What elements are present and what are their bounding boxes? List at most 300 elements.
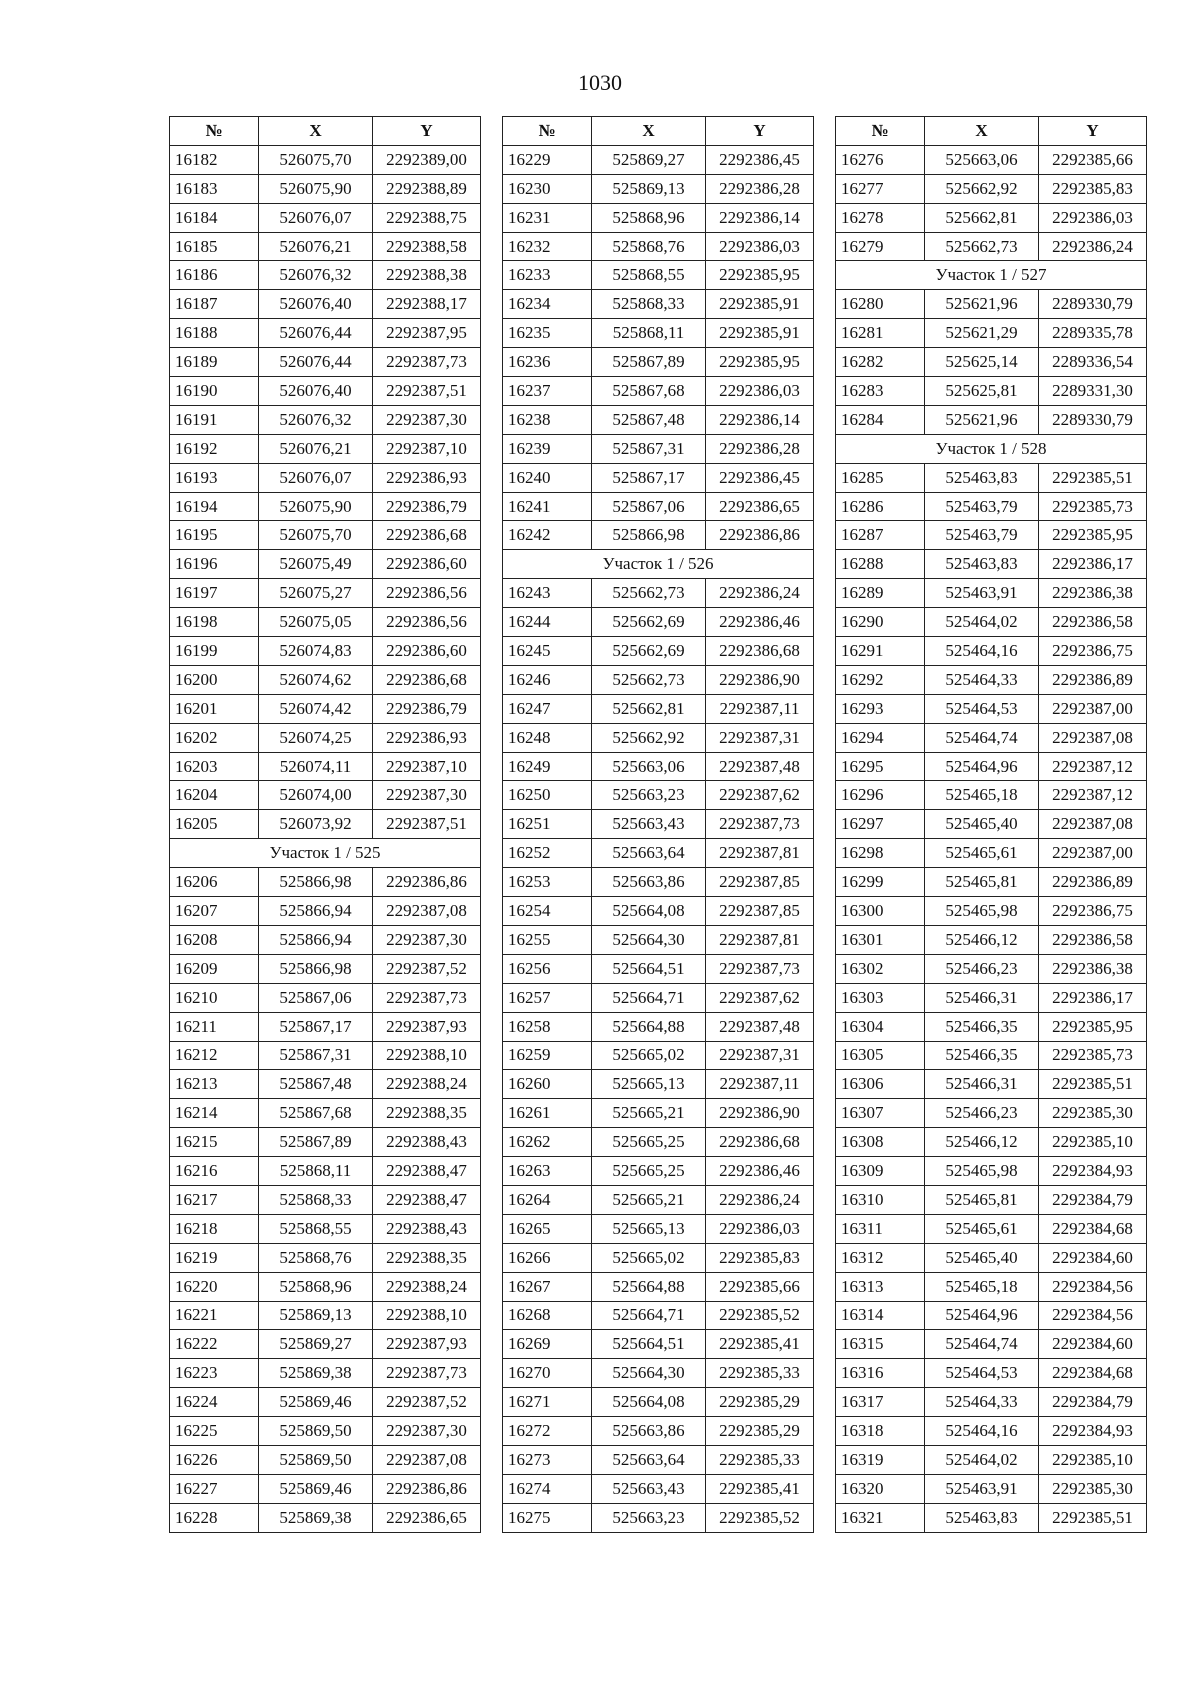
table-row	[170, 261, 481, 290]
point-number-cell: 16321	[836, 1503, 925, 1532]
x-coordinate-cell: 526076,21	[259, 232, 373, 261]
x-coordinate-cell: 526074,62	[259, 665, 373, 694]
point-number-cell: 16208	[170, 925, 259, 954]
table-row	[836, 868, 1147, 897]
x-coordinate-cell: 525621,96	[925, 405, 1039, 434]
table-row	[170, 1070, 481, 1099]
table-row	[170, 434, 481, 463]
point-number-cell: 16296	[836, 781, 925, 810]
table-row	[503, 781, 814, 810]
x-coordinate-cell: 526076,40	[259, 290, 373, 319]
point-number-cell: 16199	[170, 637, 259, 666]
table-row	[836, 1388, 1147, 1417]
point-number-cell: 16238	[503, 405, 592, 434]
table-row	[170, 174, 481, 203]
x-coordinate-cell: 525664,51	[592, 1330, 706, 1359]
x-coordinate-cell: 525662,73	[925, 232, 1039, 261]
table-row	[503, 1272, 814, 1301]
point-number-cell: 16262	[503, 1128, 592, 1157]
point-number-cell: 16246	[503, 665, 592, 694]
x-coordinate-cell: 525867,68	[259, 1099, 373, 1128]
point-number-cell: 16233	[503, 261, 592, 290]
y-coordinate-cell: 2292387,73	[373, 983, 481, 1012]
y-coordinate-cell: 2292386,79	[373, 694, 481, 723]
x-coordinate-cell: 526074,83	[259, 637, 373, 666]
table-row	[836, 1070, 1147, 1099]
y-coordinate-cell: 2292387,81	[706, 839, 814, 868]
y-coordinate-cell: 2292385,33	[706, 1359, 814, 1388]
y-coordinate-cell: 2292387,10	[373, 752, 481, 781]
x-coordinate-cell: 525464,96	[925, 1301, 1039, 1330]
point-number-cell: 16234	[503, 290, 592, 319]
point-number-cell: 16279	[836, 232, 925, 261]
x-coordinate-cell: 525665,21	[592, 1099, 706, 1128]
table-row	[503, 637, 814, 666]
y-coordinate-cell: 2292389,00	[373, 145, 481, 174]
table-row	[836, 579, 1147, 608]
point-number-cell: 16201	[170, 694, 259, 723]
table-row	[503, 377, 814, 406]
point-number-cell: 16220	[170, 1272, 259, 1301]
y-coordinate-cell: 2292387,73	[373, 348, 481, 377]
point-number-cell: 16235	[503, 319, 592, 348]
point-number-cell: 16203	[170, 752, 259, 781]
table-row	[503, 954, 814, 983]
y-coordinate-cell: 2292384,93	[1039, 1417, 1147, 1446]
section-title: Участок 1 / 526	[503, 550, 814, 579]
table-row	[503, 868, 814, 897]
table-row	[503, 579, 814, 608]
table-row	[170, 348, 481, 377]
y-coordinate-cell: 2292385,51	[1039, 1503, 1147, 1532]
y-coordinate-cell: 2292387,31	[706, 1041, 814, 1070]
table-row	[503, 810, 814, 839]
point-number-cell: 16317	[836, 1388, 925, 1417]
table-row	[836, 1157, 1147, 1186]
table-row	[836, 145, 1147, 174]
table-row	[170, 868, 481, 897]
y-coordinate-cell: 2289336,54	[1039, 348, 1147, 377]
point-number-cell: 16286	[836, 492, 925, 521]
x-coordinate-cell: 525867,17	[592, 463, 706, 492]
y-coordinate-cell: 2292384,56	[1039, 1272, 1147, 1301]
y-coordinate-cell: 2292384,68	[1039, 1359, 1147, 1388]
x-coordinate-cell: 526074,42	[259, 694, 373, 723]
point-number-cell: 16186	[170, 261, 259, 290]
point-number-cell: 16292	[836, 665, 925, 694]
point-number-cell: 16285	[836, 463, 925, 492]
table-row	[170, 1417, 481, 1446]
point-number-cell: 16218	[170, 1214, 259, 1243]
x-coordinate-cell: 525866,94	[259, 897, 373, 926]
table-row	[503, 203, 814, 232]
y-coordinate-cell: 2292387,12	[1039, 752, 1147, 781]
y-coordinate-cell: 2292385,10	[1039, 1128, 1147, 1157]
x-coordinate-cell: 525869,13	[259, 1301, 373, 1330]
table-row	[503, 1070, 814, 1099]
table-row	[170, 1388, 481, 1417]
x-coordinate-cell: 525866,98	[259, 954, 373, 983]
section-title: Участок 1 / 527	[836, 261, 1147, 290]
point-number-cell: 16301	[836, 925, 925, 954]
coordinates-table-2	[502, 116, 814, 1533]
point-number-cell: 16288	[836, 550, 925, 579]
table-row	[170, 290, 481, 319]
point-number-cell: 16206	[170, 868, 259, 897]
y-coordinate-cell: 2292386,90	[706, 665, 814, 694]
point-number-cell: 16273	[503, 1445, 592, 1474]
y-coordinate-cell: 2289330,79	[1039, 405, 1147, 434]
x-coordinate-cell: 525869,50	[259, 1445, 373, 1474]
x-coordinate-cell: 525463,83	[925, 1503, 1039, 1532]
y-coordinate-cell: 2292386,68	[706, 637, 814, 666]
y-coordinate-cell: 2292387,48	[706, 752, 814, 781]
point-number-cell: 16304	[836, 1012, 925, 1041]
point-number-cell: 16252	[503, 839, 592, 868]
point-number-cell: 16211	[170, 1012, 259, 1041]
point-number-cell: 16249	[503, 752, 592, 781]
x-coordinate-cell: 525464,02	[925, 1445, 1039, 1474]
x-coordinate-cell: 525665,25	[592, 1128, 706, 1157]
point-number-cell: 16256	[503, 954, 592, 983]
section-title: Участок 1 / 525	[170, 839, 481, 868]
point-number-cell: 16287	[836, 521, 925, 550]
x-coordinate-cell: 525621,96	[925, 290, 1039, 319]
table-row	[170, 810, 481, 839]
point-number-cell: 16306	[836, 1070, 925, 1099]
table-row	[836, 463, 1147, 492]
table-row	[836, 377, 1147, 406]
x-coordinate-cell: 525464,02	[925, 608, 1039, 637]
y-coordinate-cell: 2292387,62	[706, 781, 814, 810]
table-row	[170, 954, 481, 983]
x-coordinate-cell: 526075,49	[259, 550, 373, 579]
x-coordinate-cell: 525867,31	[259, 1041, 373, 1070]
table-row	[836, 1445, 1147, 1474]
table-row	[170, 1012, 481, 1041]
table-row	[170, 579, 481, 608]
y-coordinate-cell: 2289335,78	[1039, 319, 1147, 348]
point-number-cell: 16314	[836, 1301, 925, 1330]
y-coordinate-cell: 2292388,47	[373, 1185, 481, 1214]
x-coordinate-cell: 525664,30	[592, 1359, 706, 1388]
y-coordinate-cell: 2292386,24	[1039, 232, 1147, 261]
table-row	[170, 752, 481, 781]
x-coordinate-cell: 526076,40	[259, 377, 373, 406]
table-row	[503, 232, 814, 261]
point-number-cell: 16202	[170, 723, 259, 752]
point-number-cell: 16215	[170, 1128, 259, 1157]
table-row	[503, 608, 814, 637]
point-number-cell: 16263	[503, 1157, 592, 1186]
table-row	[836, 203, 1147, 232]
table-row	[503, 723, 814, 752]
x-coordinate-cell: 526076,44	[259, 348, 373, 377]
x-coordinate-cell: 526076,21	[259, 434, 373, 463]
point-number-cell: 16184	[170, 203, 259, 232]
table-row	[170, 1272, 481, 1301]
y-coordinate-cell: 2292385,30	[1039, 1099, 1147, 1128]
point-number-cell: 16198	[170, 608, 259, 637]
y-coordinate-cell: 2292385,51	[1039, 1070, 1147, 1099]
x-coordinate-cell: 526076,44	[259, 319, 373, 348]
x-coordinate-cell: 526075,70	[259, 521, 373, 550]
x-coordinate-cell: 525463,79	[925, 492, 1039, 521]
x-coordinate-cell: 526074,25	[259, 723, 373, 752]
point-number-cell: 16277	[836, 174, 925, 203]
header-x: X	[259, 117, 373, 146]
table-row	[836, 521, 1147, 550]
table-row	[503, 145, 814, 174]
y-coordinate-cell: 2292385,30	[1039, 1474, 1147, 1503]
x-coordinate-cell: 525464,96	[925, 752, 1039, 781]
table-row	[503, 1157, 814, 1186]
table-row	[836, 954, 1147, 983]
x-coordinate-cell: 525867,68	[592, 377, 706, 406]
x-coordinate-cell: 525621,29	[925, 319, 1039, 348]
x-coordinate-cell: 525662,69	[592, 637, 706, 666]
x-coordinate-cell: 525663,43	[592, 810, 706, 839]
y-coordinate-cell: 2292384,79	[1039, 1388, 1147, 1417]
y-coordinate-cell: 2292387,51	[373, 810, 481, 839]
y-coordinate-cell: 2292384,79	[1039, 1185, 1147, 1214]
point-number-cell: 16217	[170, 1185, 259, 1214]
header-y: Y	[373, 117, 481, 146]
x-coordinate-cell: 525464,33	[925, 665, 1039, 694]
x-coordinate-cell: 525869,38	[259, 1503, 373, 1532]
point-number-cell: 16241	[503, 492, 592, 521]
x-coordinate-cell: 525465,18	[925, 781, 1039, 810]
table-row	[836, 1503, 1147, 1532]
y-coordinate-cell: 2292386,89	[1039, 868, 1147, 897]
table-row	[170, 1445, 481, 1474]
x-coordinate-cell: 525663,86	[592, 868, 706, 897]
point-number-cell: 16219	[170, 1243, 259, 1272]
point-number-cell: 16320	[836, 1474, 925, 1503]
y-coordinate-cell: 2292386,03	[1039, 203, 1147, 232]
y-coordinate-cell: 2292385,66	[706, 1272, 814, 1301]
table-row	[503, 1041, 814, 1070]
y-coordinate-cell: 2292387,93	[373, 1012, 481, 1041]
table-row	[836, 550, 1147, 579]
y-coordinate-cell: 2292386,03	[706, 377, 814, 406]
point-number-cell: 16194	[170, 492, 259, 521]
y-coordinate-cell: 2292385,91	[706, 290, 814, 319]
y-coordinate-cell: 2292386,17	[1039, 983, 1147, 1012]
x-coordinate-cell: 525463,91	[925, 579, 1039, 608]
section-row	[503, 550, 814, 579]
y-coordinate-cell: 2292388,75	[373, 203, 481, 232]
table-row	[503, 319, 814, 348]
point-number-cell: 16204	[170, 781, 259, 810]
point-number-cell: 16232	[503, 232, 592, 261]
x-coordinate-cell: 525868,55	[259, 1214, 373, 1243]
table-row	[503, 1330, 814, 1359]
y-coordinate-cell: 2292386,17	[1039, 550, 1147, 579]
x-coordinate-cell: 525663,06	[592, 752, 706, 781]
x-coordinate-cell: 525665,02	[592, 1243, 706, 1272]
table-row	[170, 145, 481, 174]
point-number-cell: 16240	[503, 463, 592, 492]
y-coordinate-cell: 2292387,30	[373, 405, 481, 434]
y-coordinate-cell: 2292384,60	[1039, 1330, 1147, 1359]
y-coordinate-cell: 2292386,46	[706, 1157, 814, 1186]
x-coordinate-cell: 525466,12	[925, 925, 1039, 954]
point-number-cell: 16245	[503, 637, 592, 666]
y-coordinate-cell: 2292386,14	[706, 405, 814, 434]
point-number-cell: 16308	[836, 1128, 925, 1157]
x-coordinate-cell: 525867,89	[592, 348, 706, 377]
point-number-cell: 16282	[836, 348, 925, 377]
table-row	[170, 405, 481, 434]
x-coordinate-cell: 525464,33	[925, 1388, 1039, 1417]
x-coordinate-cell: 525662,81	[925, 203, 1039, 232]
point-number-cell: 16269	[503, 1330, 592, 1359]
table-row	[170, 1330, 481, 1359]
table-row	[836, 1243, 1147, 1272]
y-coordinate-cell: 2292387,12	[1039, 781, 1147, 810]
x-coordinate-cell: 525463,91	[925, 1474, 1039, 1503]
table-row	[836, 781, 1147, 810]
x-coordinate-cell: 525664,88	[592, 1272, 706, 1301]
x-coordinate-cell: 525663,86	[592, 1417, 706, 1446]
y-coordinate-cell: 2292385,95	[706, 348, 814, 377]
x-coordinate-cell: 525664,88	[592, 1012, 706, 1041]
table-row	[170, 232, 481, 261]
x-coordinate-cell: 525663,23	[592, 781, 706, 810]
x-coordinate-cell: 525662,81	[592, 694, 706, 723]
y-coordinate-cell: 2292384,68	[1039, 1214, 1147, 1243]
x-coordinate-cell: 525868,96	[259, 1272, 373, 1301]
y-coordinate-cell: 2292388,38	[373, 261, 481, 290]
y-coordinate-cell: 2292386,68	[373, 521, 481, 550]
point-number-cell: 16254	[503, 897, 592, 926]
table-row	[836, 1272, 1147, 1301]
table-row	[503, 1445, 814, 1474]
table-row	[836, 1214, 1147, 1243]
table-row	[836, 1099, 1147, 1128]
table-row	[836, 608, 1147, 637]
point-number-cell: 16313	[836, 1272, 925, 1301]
table-row	[836, 665, 1147, 694]
table-row	[503, 261, 814, 290]
y-coordinate-cell: 2292387,08	[1039, 810, 1147, 839]
header-number: №	[503, 117, 592, 146]
y-coordinate-cell: 2292386,89	[1039, 665, 1147, 694]
x-coordinate-cell: 525665,13	[592, 1214, 706, 1243]
x-coordinate-cell: 525662,73	[592, 579, 706, 608]
x-coordinate-cell: 526075,90	[259, 174, 373, 203]
y-coordinate-cell: 2292385,95	[1039, 521, 1147, 550]
y-coordinate-cell: 2292386,79	[373, 492, 481, 521]
y-coordinate-cell: 2292386,90	[706, 1099, 814, 1128]
x-coordinate-cell: 525868,11	[592, 319, 706, 348]
x-coordinate-cell: 525662,73	[592, 665, 706, 694]
y-coordinate-cell: 2292386,03	[706, 232, 814, 261]
point-number-cell: 16274	[503, 1474, 592, 1503]
table-row	[503, 521, 814, 550]
point-number-cell: 16311	[836, 1214, 925, 1243]
y-coordinate-cell: 2292387,81	[706, 925, 814, 954]
point-number-cell: 16258	[503, 1012, 592, 1041]
y-coordinate-cell: 2292386,93	[373, 463, 481, 492]
x-coordinate-cell: 525664,30	[592, 925, 706, 954]
point-number-cell: 16187	[170, 290, 259, 319]
table-row	[503, 1214, 814, 1243]
table-row	[170, 637, 481, 666]
y-coordinate-cell: 2292387,95	[373, 319, 481, 348]
table-row	[503, 983, 814, 1012]
table-row	[836, 925, 1147, 954]
point-number-cell: 16182	[170, 145, 259, 174]
header-x: X	[925, 117, 1039, 146]
table-row	[170, 694, 481, 723]
table-row	[836, 1012, 1147, 1041]
x-coordinate-cell: 526075,27	[259, 579, 373, 608]
x-coordinate-cell: 525466,31	[925, 1070, 1039, 1099]
table-row	[836, 232, 1147, 261]
x-coordinate-cell: 525664,08	[592, 1388, 706, 1417]
table-row	[836, 405, 1147, 434]
y-coordinate-cell: 2292385,83	[1039, 174, 1147, 203]
table-row	[503, 348, 814, 377]
x-coordinate-cell: 525665,02	[592, 1041, 706, 1070]
y-coordinate-cell: 2292386,68	[373, 665, 481, 694]
x-coordinate-cell: 525465,61	[925, 1214, 1039, 1243]
point-number-cell: 16290	[836, 608, 925, 637]
table-row	[170, 1359, 481, 1388]
point-number-cell: 16298	[836, 839, 925, 868]
x-coordinate-cell: 525465,81	[925, 868, 1039, 897]
y-coordinate-cell: 2292386,28	[706, 174, 814, 203]
x-coordinate-cell: 526076,07	[259, 463, 373, 492]
y-coordinate-cell: 2292386,58	[1039, 608, 1147, 637]
y-coordinate-cell: 2292384,56	[1039, 1301, 1147, 1330]
point-number-cell: 16284	[836, 405, 925, 434]
y-coordinate-cell: 2292386,38	[1039, 579, 1147, 608]
y-coordinate-cell: 2292386,75	[1039, 897, 1147, 926]
table-header-row	[170, 117, 481, 146]
point-number-cell: 16222	[170, 1330, 259, 1359]
y-coordinate-cell: 2292388,10	[373, 1301, 481, 1330]
point-number-cell: 16247	[503, 694, 592, 723]
y-coordinate-cell: 2292386,65	[373, 1503, 481, 1532]
table-row	[836, 1330, 1147, 1359]
table-row	[170, 1243, 481, 1272]
table-row	[836, 694, 1147, 723]
y-coordinate-cell: 2292387,48	[706, 1012, 814, 1041]
x-coordinate-cell: 525662,69	[592, 608, 706, 637]
x-coordinate-cell: 525867,06	[259, 983, 373, 1012]
y-coordinate-cell: 2292385,66	[1039, 145, 1147, 174]
point-number-cell: 16251	[503, 810, 592, 839]
y-coordinate-cell: 2292385,41	[706, 1474, 814, 1503]
table-row	[503, 752, 814, 781]
point-number-cell: 16264	[503, 1185, 592, 1214]
table-row	[170, 521, 481, 550]
table-row	[836, 810, 1147, 839]
x-coordinate-cell: 525665,21	[592, 1185, 706, 1214]
point-number-cell: 16265	[503, 1214, 592, 1243]
point-number-cell: 16224	[170, 1388, 259, 1417]
point-number-cell: 16230	[503, 174, 592, 203]
point-number-cell: 16185	[170, 232, 259, 261]
y-coordinate-cell: 2292387,08	[373, 897, 481, 926]
y-coordinate-cell: 2292387,00	[1039, 694, 1147, 723]
x-coordinate-cell: 525464,16	[925, 1417, 1039, 1446]
table-row	[170, 1474, 481, 1503]
x-coordinate-cell: 525868,11	[259, 1157, 373, 1186]
